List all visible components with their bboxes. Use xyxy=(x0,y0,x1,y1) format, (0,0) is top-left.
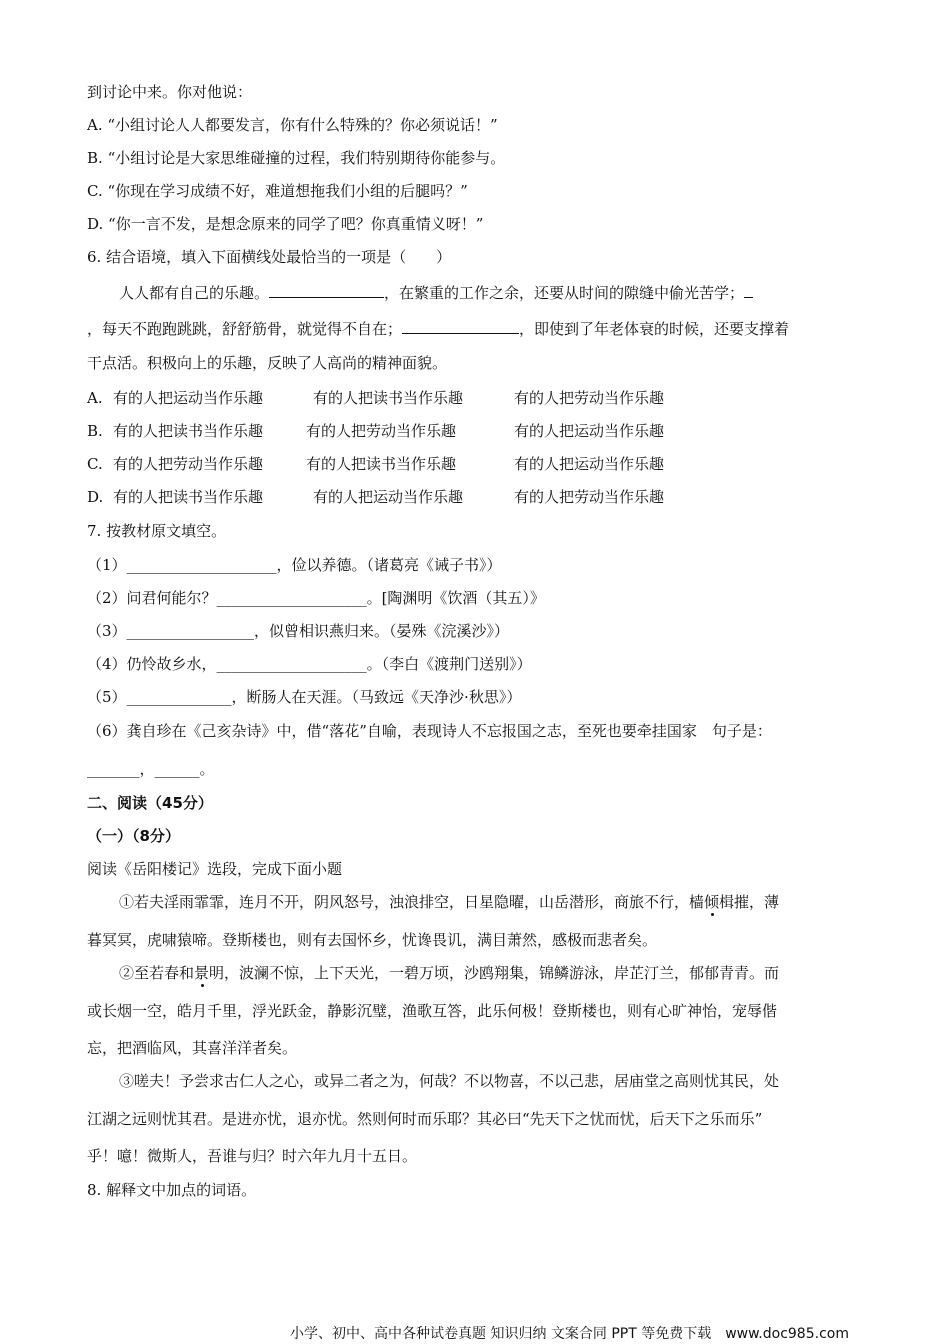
q5-option-d: D. “你一言不发，是想念原来的同学了吧？你真重情义呀！” xyxy=(87,215,484,233)
q5-stem-end: 到讨论中来。你对他说： xyxy=(87,83,253,101)
q6-passage-line3: 干点活。积极向上的乐趣，反映了人高尚的精神面貌。 xyxy=(87,354,448,372)
q5-option-b: B. “小组讨论是大家思维碰撞的过程，我们特别期待你能参与。 xyxy=(87,149,506,167)
q6-blank-1 xyxy=(269,282,384,298)
q7-item-6: （6）龚自珍在《己亥杂诗》中，借“落花”自喻，表现诗人不忘报国之志，至死也要牵挂国家 句子是： xyxy=(87,722,772,740)
passage-p2-line3: 忘，把酒临风，其喜洋洋者矣。 xyxy=(87,1039,298,1057)
q7-stem: 7. 按教材原文填空。 xyxy=(87,522,227,540)
q7-item-2: （2）问君何能尔？____________________。[陶渊明《饮酒（其五）》 xyxy=(87,589,545,607)
part-title: （一）（8分） xyxy=(87,827,180,845)
footer-text: 小学、初中、高中各种试卷真题 知识归纳 文案合同 PPT 等免费下载 www.doc985.com xyxy=(290,1326,849,1342)
q7-item-6-answer: _______，______。 xyxy=(87,760,215,778)
dotted-word-jing: 景 xyxy=(194,964,210,982)
q6-stem: 6. 结合语境，填入下面横线处最恰当的一项是（ ） xyxy=(87,248,452,266)
q6-blank-2a xyxy=(744,282,753,298)
q7-item-3: （3）_________________，似曾相识燕归来。（晏殊《浣溪沙》） xyxy=(87,622,510,640)
q7-item-1: （1）____________________，俭以养德。（诸葛亮《诫子书》） xyxy=(87,556,502,574)
q6-passage-line2: ，每天不跑跑跳跳，舒舒筋骨，就觉得不自在； ，即使到了年老体衰的时候，还要支撑着 xyxy=(87,320,790,338)
passage-p1-line1: ①若夫淫雨霏霏，连月不开，阴风怒号，浊浪排空，日星隐曜，山岳潜形，商旅不行，樯倾楫摧，薄 xyxy=(119,893,780,911)
passage-p2-line2: 或长烟一空，皓月千里，浮光跃金，静影沉璧，渔歌互答，此乐何极！登斯楼也，则有心旷神怡，宠辱偕 xyxy=(87,1002,778,1020)
q5-option-a: A. “小组讨论人人都要发言，你有什么特殊的？你必须说话！” xyxy=(87,116,498,134)
q8-stem: 8. 解释文中加点的词语。 xyxy=(87,1181,257,1199)
q7-item-5: （5）______________，断肠人在天涯。（马致远《天净沙·秋思》） xyxy=(87,688,522,706)
passage-p1-line2: 暮冥冥，虎啸猿啼。登斯楼也，则有去国怀乡，忧谗畏讥，满目萧然，感极而悲者矣。 xyxy=(87,931,658,949)
passage-p3-line1: ③嗟夫！予尝求古仁人之心，或异二者之为，何哉？不以物喜，不以己悲，居庙堂之高则忧其民，处 xyxy=(119,1072,780,1090)
q7-item-4: （4）仍怜故乡水，____________________。（李白《渡荆门送别》） xyxy=(87,655,532,673)
q6-blank-3 xyxy=(402,318,519,334)
passage-p2-line1: ②至若春和景明，波澜不惊，上下天光，一碧万顷，沙鸥翔集，锦鳞游泳，岸芷汀兰，郁郁青青。而 xyxy=(119,964,780,982)
passage-p3-line3: 乎！噫！微斯人，吾谁与归？时六年九月十五日。 xyxy=(87,1147,418,1165)
dotted-word-qing: 倾 xyxy=(704,893,720,911)
q6-passage-line1: 人人都有自己的乐趣。 ，在繁重的工作之余，还要从时间的隙缝中偷光苦学； xyxy=(119,282,753,303)
passage-p3-line2: 江湖之远则忧其君。是进亦忧，退亦忧。然则何时而乐耶？其必曰“先天下之忧而忧，后天下之乐而乐” xyxy=(87,1110,763,1128)
reading-intro: 阅读《岳阳楼记》选段，完成下面小题 xyxy=(87,860,343,878)
section-title: 二、阅读（45分） xyxy=(87,794,213,812)
q5-option-c: C. “你现在学习成绩不好，难道想拖我们小组的后腿吗？” xyxy=(87,182,468,200)
